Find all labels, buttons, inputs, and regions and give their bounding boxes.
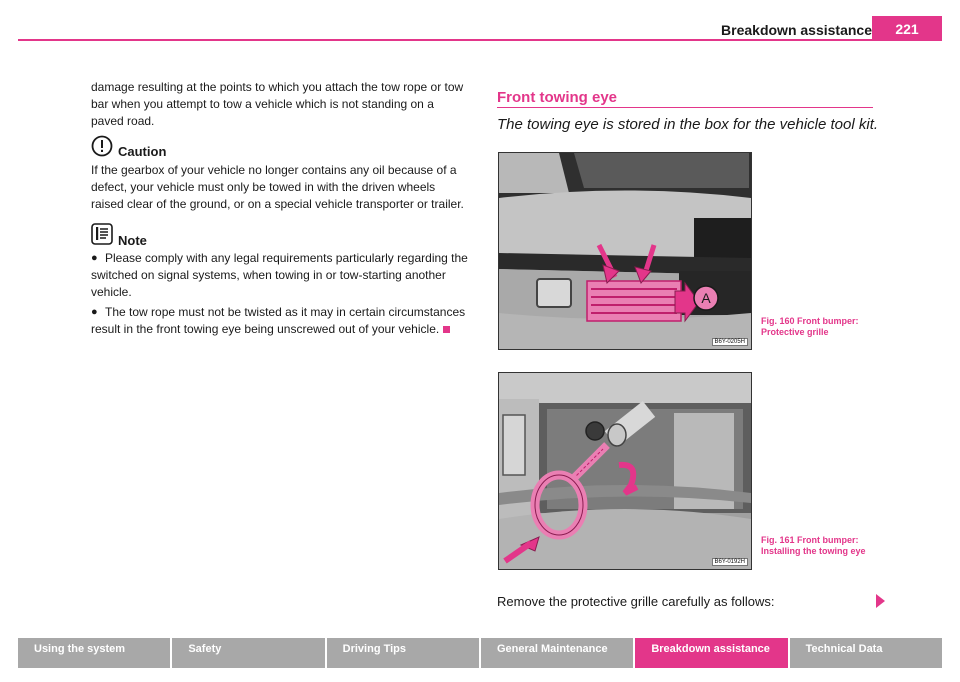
bullet-icon: ● xyxy=(91,252,98,264)
note-heading xyxy=(91,223,113,250)
chapter-title: Breakdown assistance xyxy=(721,22,872,38)
section-subtitle: The towing eye is stored in the box for the vehicle tool kit. xyxy=(497,116,879,133)
figure-161-image xyxy=(498,372,752,570)
note-list xyxy=(91,250,469,338)
header-divider xyxy=(18,39,942,41)
note-bullet-text: Please comply with any legal requirements particularly regarding the switched on signal systems, when towing in or tow-starting another vehicle. xyxy=(91,251,468,299)
nav-technical-data[interactable]: Technical Data xyxy=(790,638,942,668)
list-item xyxy=(91,304,469,338)
intro-paragraph: damage resulting at the points to which you attach the tow rope or tow bar when you attempt to tow a vehicle which is not standing on a paved road. xyxy=(91,80,464,128)
section-divider xyxy=(497,107,873,108)
section-title: Front towing eye xyxy=(497,89,617,106)
caution-heading xyxy=(91,135,113,162)
end-of-section-icon xyxy=(443,326,450,333)
caution-text: If the gearbox of your vehicle no longer contains any oil because of a defect, your vehicle must only be towed in with the driven wheels raised clear of the ground, or on a special vehicle transporter or trailer. xyxy=(91,163,464,211)
note-icon xyxy=(91,223,113,245)
caution-icon xyxy=(91,135,113,157)
towing-eye-illustration xyxy=(499,373,751,569)
callout-label-a: A xyxy=(701,290,711,306)
page-number: 221 xyxy=(872,16,942,41)
nav-safety[interactable]: Safety xyxy=(172,638,326,668)
instruction-text: Remove the protective grille carefully as follows: xyxy=(497,594,775,609)
figure-code: B6Y-0205H xyxy=(712,338,748,346)
nav-breakdown-assistance[interactable]: Breakdown assistance xyxy=(635,638,789,668)
figure-160-caption: Fig. 160 Front bumper: Protective grille xyxy=(761,316,859,337)
bumper-grille-illustration xyxy=(499,153,751,349)
figure-160-image xyxy=(498,152,752,350)
caution-title: Caution xyxy=(118,144,167,159)
nav-general-maintenance[interactable]: General Maintenance xyxy=(481,638,635,668)
continue-arrow-icon xyxy=(876,594,885,608)
chapter-nav xyxy=(18,638,942,668)
figure-161-caption: Fig. 161 Front bumper: Installing the towing eye xyxy=(761,535,866,556)
list-item xyxy=(91,250,469,301)
figure-code: B6Y-0192H xyxy=(712,558,748,566)
note-bullet-text: The tow rope must not be twisted as it may in certain circumstances result in the front towing eye being unscrewed out of your vehicle. xyxy=(91,305,466,336)
nav-driving-tips[interactable]: Driving Tips xyxy=(327,638,481,668)
note-title: Note xyxy=(118,233,147,248)
bullet-icon: ● xyxy=(91,306,98,318)
nav-using-the-system[interactable]: Using the system xyxy=(18,638,172,668)
